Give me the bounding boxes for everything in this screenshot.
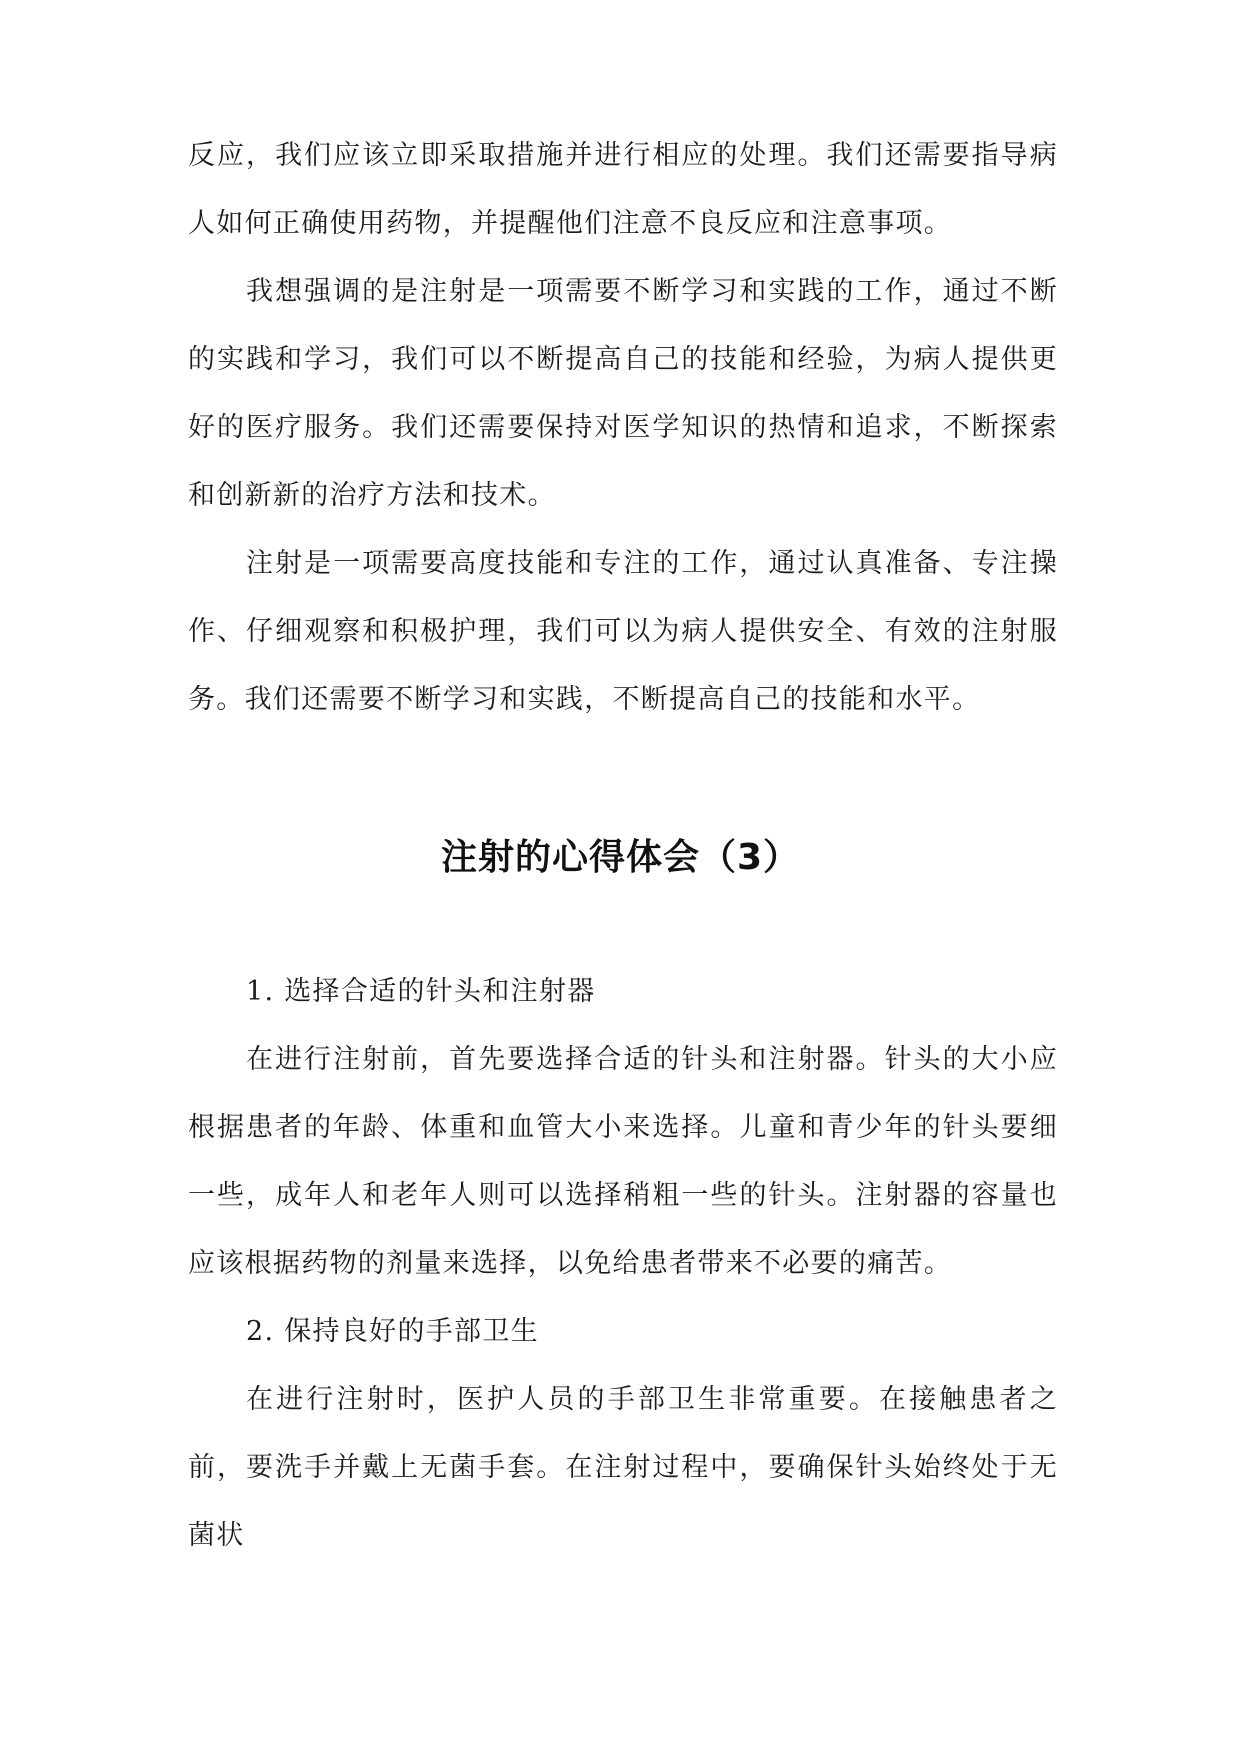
top-text-section	[188, 122, 1058, 734]
numbered-sections	[188, 958, 1058, 1570]
paragraph: 在进行注射时，医护人员的手部卫生非常重要。在接触患者之前，要洗手并戴上无菌手套。在注射过程中，要确保针头始终处于无菌状	[188, 1384, 1058, 1551]
section-title: 注射的心得体会（3）	[440, 837, 801, 878]
paragraph: 反应，我们应该立即采取措施并进行相应的处理。我们还需要指导病人如何正确使用药物，并提醒他们注意不良反应和注意事项。	[188, 140, 1058, 239]
paragraph: 注射是一项需要高度技能和专注的工作，通过认真准备、专注操作、仔细观察和积极护理，我们可以为病人提供安全、有效的注射服务。我们还需要不断学习和实践，不断提高自己的技能和水平。	[188, 548, 1058, 715]
paragraph: 在进行注射前，首先要选择合适的针头和注射器。针头的大小应根据患者的年龄、体重和血管大小来选择。儿童和青少年的针头要细一些，成年人和老年人则可以选择稍粗一些的针头。注射器的容量也应该根据药物的剂量来选择，以免给患者带来不必要的痛苦。	[188, 1044, 1058, 1279]
section-heading: 1. 选择合适的针头和注射器	[246, 976, 596, 1007]
paragraph: 我想强调的是注射是一项需要不断学习和实践的工作，通过不断的实践和学习，我们可以不断提高自己的技能和经验，为病人提供更好的医疗服务。我们还需要保持对医学知识的热情和追求，不断探索和创新新的治疗方法和技术。	[188, 276, 1058, 511]
section-heading: 2. 保持良好的手部卫生	[246, 1316, 539, 1347]
